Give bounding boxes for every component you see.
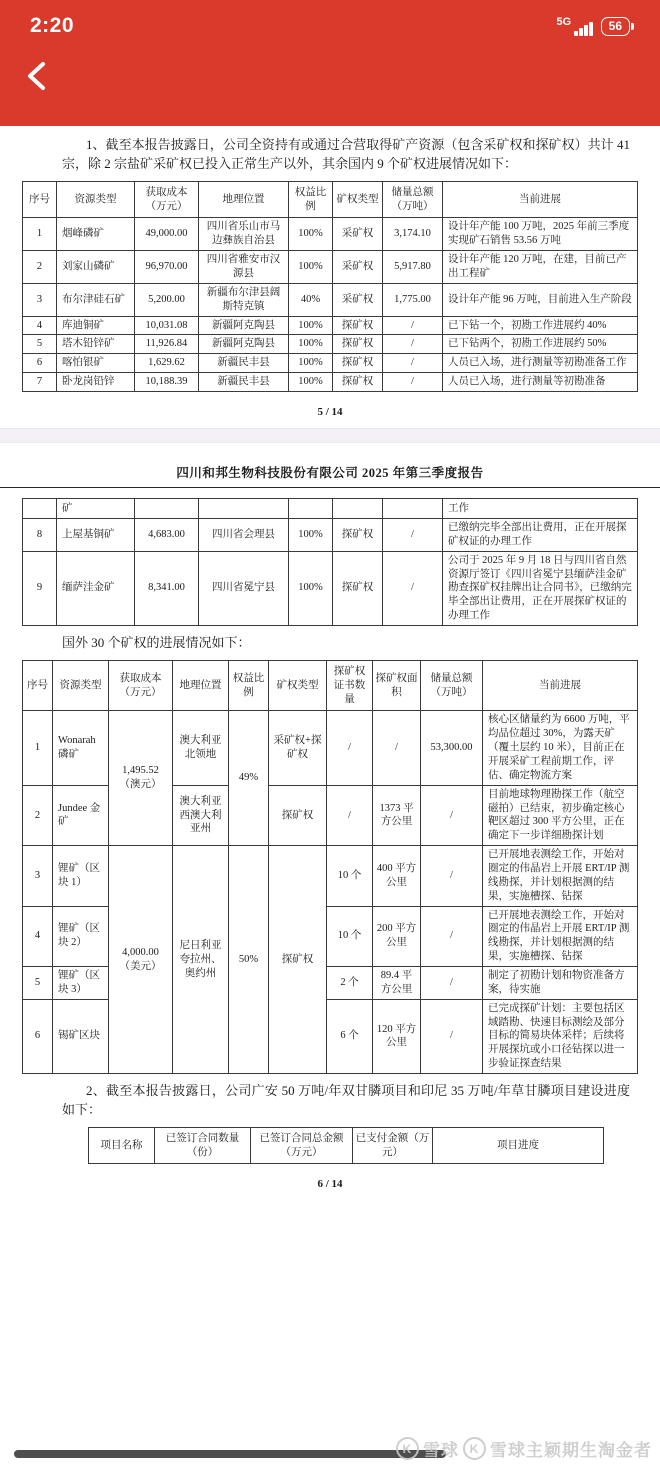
cell: 10 个 — [327, 906, 373, 966]
cell: / — [421, 906, 483, 966]
cell: 已开展地表测绘工作，开始对圈定的伟晶岩上开展 ERT/IP 测线勘探，并计划根据测的结果，实施槽探、钻探 — [483, 906, 638, 966]
cell: 2 — [23, 251, 57, 284]
cell — [23, 499, 57, 519]
table-row — [23, 316, 638, 335]
intro-paragraph: 1、截至本报告披露日，公司全资持有或通过合营取得矿产资源（包含采矿权和探矿权）共计 41 宗，除 2 宗盐矿采矿权已投入正常生产以外，其余国内 9 个矿权进展情况如下： — [62, 137, 630, 171]
cell: / — [421, 846, 483, 906]
document-page-6 — [0, 443, 660, 1246]
cell: 100% — [289, 218, 333, 251]
domestic-mines-table — [22, 181, 638, 392]
cell: 7 — [23, 373, 57, 392]
table-row — [23, 846, 638, 906]
signal-bars-icon — [574, 22, 593, 36]
cell: 5,917.80 — [383, 251, 443, 284]
cell: / — [421, 999, 483, 1073]
table-row — [23, 519, 638, 552]
cell: 设计年产能 120 万吨，在建，目前已产出工程矿 — [443, 251, 638, 284]
cell: 澳大利亚北领地 — [173, 711, 229, 785]
col-header: 储量总额（万吨） — [421, 660, 483, 711]
cell: 100% — [289, 354, 333, 373]
projects-table — [88, 1127, 604, 1165]
cell: 400 平方公里 — [373, 846, 421, 906]
foreign-mines-intro: 国外 30 个矿权的进展情况如下： — [62, 635, 251, 651]
report-title: 四川和邦生物科技股份有限公司 2025 年第三季度报告 — [0, 449, 660, 488]
cell: 采矿权+探矿权 — [269, 711, 327, 785]
clock-label: 2:20 — [30, 14, 75, 37]
cell: 喀怕银矿 — [57, 354, 135, 373]
cell: 49,000.00 — [135, 218, 199, 251]
cell: 1,495.52（澳元） — [109, 711, 173, 846]
cell — [135, 499, 199, 519]
col-header: 获取成本（万元） — [109, 660, 173, 711]
cell — [383, 499, 443, 519]
cell: / — [421, 785, 483, 845]
cell: / — [383, 335, 443, 354]
cell: 缅萨洼金矿 — [57, 551, 135, 625]
page-number: 6 / 14 — [317, 1178, 343, 1191]
projects-intro: 2、截至本报告披露日，公司广安 50 万吨/年双甘膦项目和印尼 35 万吨/年草甘膦项目建设进度如下： — [62, 1083, 630, 1117]
network-type-label: 5G — [556, 15, 572, 28]
cell: 100% — [289, 551, 333, 625]
cell: 四川省冕宁县 — [199, 551, 289, 625]
cell: 5 — [23, 335, 57, 354]
xueqiu-logo-icon: K — [396, 1437, 419, 1460]
cell: 3 — [23, 283, 57, 316]
cell: 49% — [229, 711, 269, 846]
cell: 53,300.00 — [421, 711, 483, 785]
cell: 尼日利亚夸拉州、奥约州 — [173, 846, 229, 1074]
battery-nub — [631, 23, 634, 30]
reading-progress-scrollbar[interactable] — [14, 1450, 446, 1458]
col-header: 地理位置 — [173, 660, 229, 711]
col-header: 资源类型 — [53, 660, 109, 711]
cell — [289, 499, 333, 519]
cell: 已下钻两个，初勘工作进展约 50% — [443, 335, 638, 354]
cell: 120 平方公里 — [373, 999, 421, 1073]
cell: 采矿权 — [333, 218, 383, 251]
cell: 6 个 — [327, 999, 373, 1073]
cell: 新疆阿克陶县 — [199, 316, 289, 335]
cell: 公司于 2025 年 9 月 18 日与四川省自然资源厅签订《四川省冕宁县缅萨洼金矿勘查探矿权挂牌出让合同书》，已缴纳完毕全部出让费用，正在开展探矿权证的办理工作 — [443, 551, 638, 625]
col-header: 探矿权证书数量 — [327, 660, 373, 711]
cell: 10 个 — [327, 846, 373, 906]
cell: / — [373, 711, 421, 785]
cell: 100% — [289, 519, 333, 552]
cell: 100% — [289, 373, 333, 392]
cell: 4,000.00（美元） — [109, 846, 173, 1074]
cell: 探矿权 — [269, 785, 327, 845]
battery-icon — [601, 17, 634, 36]
cell: 3,174.10 — [383, 218, 443, 251]
col-header: 权益比例 — [229, 660, 269, 711]
document-page-5 — [0, 126, 660, 418]
cell: 探矿权 — [333, 551, 383, 625]
cell: / — [383, 316, 443, 335]
foreign-mines-table — [22, 660, 638, 1074]
cell: 已缴纳完毕全部出让费用，正在开展探矿权证的办理工作 — [443, 519, 638, 552]
cell: 探矿权 — [269, 846, 327, 1074]
cell: 8 — [23, 519, 57, 552]
cell: 四川省会理县 — [199, 519, 289, 552]
table-header-row — [23, 660, 638, 711]
cell: 5,200.00 — [135, 283, 199, 316]
cell: 已开展地表测绘工作，开始对圈定的伟晶岩上开展 ERT/IP 测线勘探，并计划根据测的结果，实施槽探、钻探 — [483, 846, 638, 906]
cell: 5 — [23, 967, 53, 1000]
cell: / — [383, 519, 443, 552]
cell: 探矿权 — [333, 335, 383, 354]
battery-percentage: 56 — [601, 17, 630, 36]
cell: 人员已入场，进行测量等初勘准备工作 — [443, 354, 638, 373]
cell: Wonarah 磷矿 — [53, 711, 109, 785]
cell: 200 平方公里 — [373, 906, 421, 966]
cell: 探矿权 — [333, 354, 383, 373]
app-header — [0, 0, 660, 126]
col-header: 储量总额（万吨） — [383, 181, 443, 218]
cell: 制定了初勘计划和物资准备方案，待实施 — [483, 967, 638, 1000]
cell: 4,683.00 — [135, 519, 199, 552]
cell: 锂矿（区块 2） — [53, 906, 109, 966]
cell: 新疆阿克陶县 — [199, 335, 289, 354]
cell: 89.4 平方公里 — [373, 967, 421, 1000]
table-row — [23, 551, 638, 625]
cell: 人员已入场，进行测量等初勘准备 — [443, 373, 638, 392]
cell: 1,629.62 — [135, 354, 199, 373]
table-header-row — [89, 1127, 604, 1164]
col-header: 获取成本（万元） — [135, 181, 199, 218]
cell: 40% — [289, 283, 333, 316]
col-header: 地理位置 — [199, 181, 289, 218]
table-row — [23, 283, 638, 316]
cell: 采矿权 — [333, 251, 383, 284]
cell: 6 — [23, 354, 57, 373]
table-row — [23, 711, 638, 785]
cell: 10,188.39 — [135, 373, 199, 392]
col-header: 已支付金额（万元） — [353, 1127, 433, 1164]
cell: 核心区储量约为 6600 万吨，平均品位超过 30%，为露天矿（覆土层约 10 米），目前正在开展采矿工程前期工作，评估、确定物流方案 — [483, 711, 638, 785]
cell: 4 — [23, 316, 57, 335]
col-header: 项目进度 — [433, 1127, 604, 1164]
cell: / — [383, 373, 443, 392]
col-header: 资源类型 — [57, 181, 135, 218]
cell: Jundee 金矿 — [53, 785, 109, 845]
col-header: 已签订合同数量（份） — [155, 1127, 251, 1164]
col-header: 当前进展 — [443, 181, 638, 218]
cell: 探矿权 — [333, 373, 383, 392]
cell: 采矿权 — [333, 283, 383, 316]
page-separator — [0, 428, 660, 443]
cell: 新疆民丰县 — [199, 354, 289, 373]
cell: 工作 — [443, 499, 638, 519]
page-number: 5 / 14 — [317, 406, 343, 418]
cell: 2 个 — [327, 967, 373, 1000]
cell: 1 — [23, 711, 53, 785]
cell: 2 — [23, 785, 53, 845]
cell: 9 — [23, 551, 57, 625]
table-row — [23, 218, 638, 251]
col-header: 矿权类型 — [269, 660, 327, 711]
cell — [199, 499, 289, 519]
cell: 四川省雅安市汉源县 — [199, 251, 289, 284]
col-header: 矿权类型 — [333, 181, 383, 218]
table-row-continuation — [23, 499, 638, 519]
cell — [333, 499, 383, 519]
cell: 已下钻一个，初勘工作进展约 40% — [443, 316, 638, 335]
cell: 卧龙岗铅锌 — [57, 373, 135, 392]
cell: 布尔津硅石矿 — [57, 283, 135, 316]
col-header: 权益比例 — [289, 181, 333, 218]
cell: 6 — [23, 999, 53, 1073]
table-row — [23, 335, 638, 354]
cell: 四川省乐山市马边彝族自治县 — [199, 218, 289, 251]
network-indicator — [556, 17, 592, 36]
cell: 50% — [229, 846, 269, 1074]
back-button[interactable] — [24, 56, 64, 96]
cell: 澳大利亚西澳大利亚州 — [173, 785, 229, 845]
cell: 8,341.00 — [135, 551, 199, 625]
cell: 1 — [23, 218, 57, 251]
watermark-brand: 雪球 — [423, 1441, 459, 1460]
cell: 10,031.08 — [135, 316, 199, 335]
cell: 锂矿（区块 3） — [53, 967, 109, 1000]
col-header: 项目名称 — [89, 1127, 155, 1164]
cell: 烟峰磷矿 — [57, 218, 135, 251]
cell: 100% — [289, 251, 333, 284]
col-header: 已签订合同总金额（万元） — [251, 1127, 353, 1164]
watermark-user: 雪球主颖期生淘金者 — [490, 1441, 652, 1460]
cell: 上屋基铜矿 — [57, 519, 135, 552]
cell: 矿 — [57, 499, 135, 519]
cell: 1373 平方公里 — [373, 785, 421, 845]
cell: 目前地球物理勘探工作（航空磁拍）已结束，初步确定核心靶区超过 300 平方公里，正在确定下一步详细勘探计划 — [483, 785, 638, 845]
cell: / — [327, 711, 373, 785]
bottom-bar — [0, 1427, 660, 1467]
cell: 锂矿（区块 1） — [53, 846, 109, 906]
col-header: 序号 — [23, 181, 57, 218]
xueqiu-logo-icon: K — [463, 1437, 486, 1460]
table-row — [23, 354, 638, 373]
cell: 新疆民丰县 — [199, 373, 289, 392]
cell: 库迪铜矿 — [57, 316, 135, 335]
col-header: 探矿权面积 — [373, 660, 421, 711]
table-row — [23, 251, 638, 284]
cell: 11,926.84 — [135, 335, 199, 354]
xueqiu-watermark — [396, 1436, 652, 1461]
cell: 探矿权 — [333, 519, 383, 552]
cell: / — [383, 551, 443, 625]
col-header: 当前进展 — [483, 660, 638, 711]
table-row — [23, 373, 638, 392]
cell: 设计年产能 96 万吨，目前进入生产阶段 — [443, 283, 638, 316]
domestic-mines-table-continued — [22, 498, 638, 626]
cell: / — [383, 354, 443, 373]
cell: 塔木铅锌矿 — [57, 335, 135, 354]
cell: 新疆布尔津县阔斯特克镇 — [199, 283, 289, 316]
col-header: 序号 — [23, 660, 53, 711]
cell: 已完成探矿计划：主要包括区域踏勘、快速目标测绘及部分目标的简易块体采样；后续将开展探坑或小口径钻探以进一步验证探查结果 — [483, 999, 638, 1073]
cell: 100% — [289, 335, 333, 354]
cell: 刘家山磷矿 — [57, 251, 135, 284]
cell: / — [327, 785, 373, 845]
cell: / — [421, 967, 483, 1000]
cell: 设计年产能 100 万吨，2025 年前三季度实现矿石销售 53.56 万吨 — [443, 218, 638, 251]
chevron-left-icon — [24, 61, 50, 91]
cell: 100% — [289, 316, 333, 335]
status-bar — [0, 0, 660, 38]
cell: 4 — [23, 906, 53, 966]
cell: 1,775.00 — [383, 283, 443, 316]
cell: 96,970.00 — [135, 251, 199, 284]
cell: 3 — [23, 846, 53, 906]
cell: 探矿权 — [333, 316, 383, 335]
cell: 锡矿区块 — [53, 999, 109, 1073]
table-header-row — [23, 181, 638, 218]
